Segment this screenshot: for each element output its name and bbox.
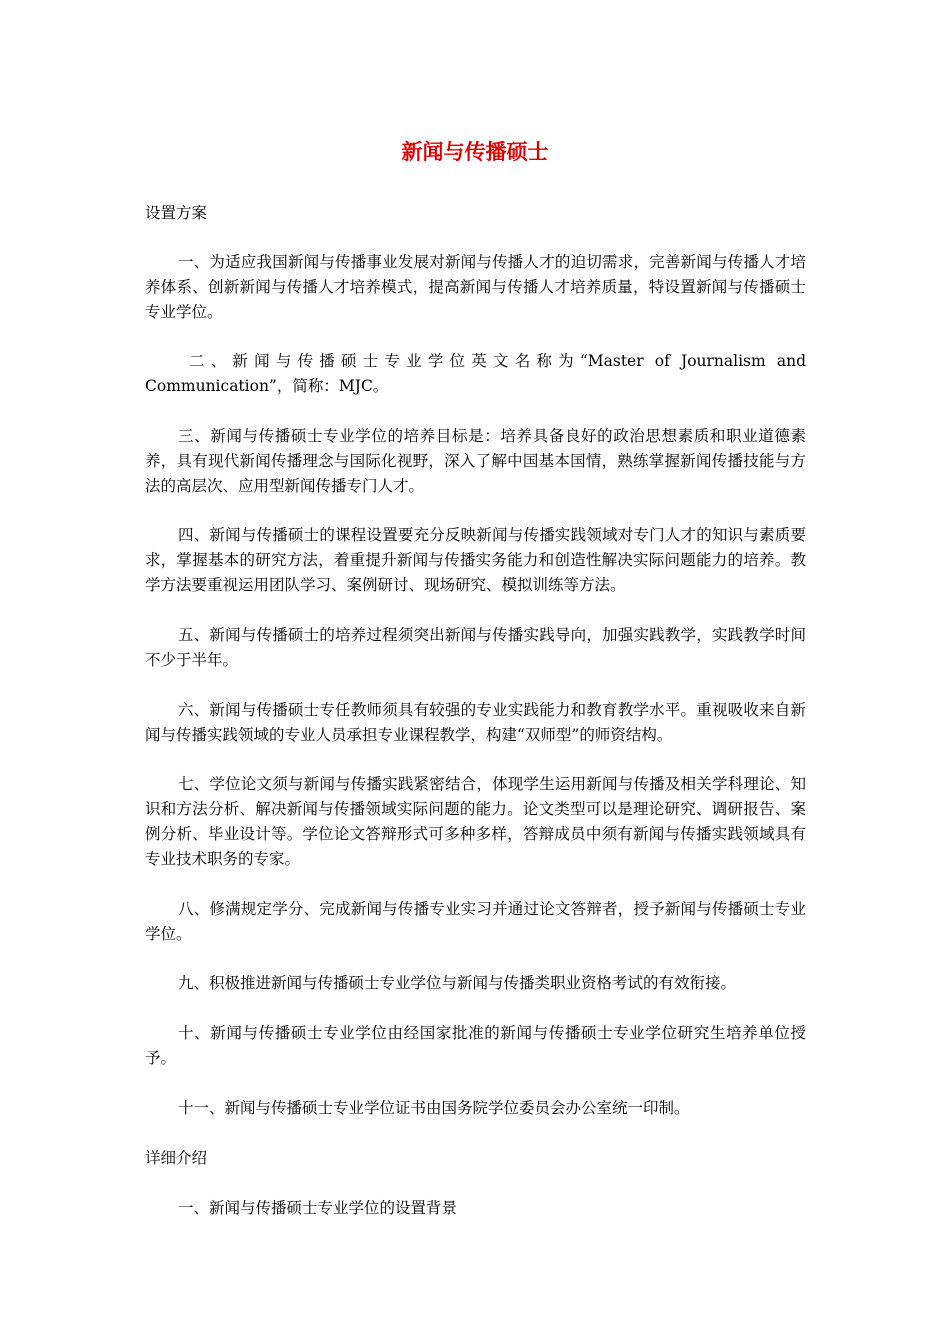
paragraph-6: 六、新闻与传播硕士专任教师须具有较强的专业实践能力和教育教学水平。重视吸收来自新闻与传播实践领域的专业人员承担专业课程教学，构建“双师型”的师资结构。 bbox=[145, 701, 806, 744]
paragraph-details-1: 一、新闻与传播硕士专业学位的设置背景 bbox=[178, 1199, 458, 1217]
document-title: 新闻与传播硕士 bbox=[401, 139, 549, 164]
paragraph-5: 五、新闻与传播硕士的培养过程须突出新闻与传播实践导向，加强实践教学，实践教学时间不少于半年。 bbox=[145, 626, 806, 669]
section-heading-details: 详细介绍 bbox=[145, 1149, 208, 1167]
paragraph-2: 二、新闻与传播硕士专业学位英文名称为“Master of Journalism and Communication”，简称：MJC。 bbox=[145, 352, 806, 395]
paragraph-9: 九、积极推进新闻与传播硕士专业学位与新闻与传播类职业资格考试的有效衔接。 bbox=[178, 974, 737, 992]
section-heading-setup: 设置方案 bbox=[145, 204, 208, 222]
paragraph-8: 八、修满规定学分、完成新闻与传播专业实习并通过论文答辩者，授予新闻与传播硕士专业学位。 bbox=[145, 900, 806, 943]
paragraph-1: 一、为适应我国新闻与传播事业发展对新闻与传播人才的迫切需求，完善新闻与传播人才培养体系、创新新闻与传播人才培养模式，提高新闻与传播人才培养质量，特设置新闻与传播硕士专业学位。 bbox=[145, 253, 806, 321]
paragraph-4: 四、新闻与传播硕士的课程设置要充分反映新闻与传播实践领域对专门人才的知识与素质要求，掌握基本的研究方法，着重提升新闻与传播实务能力和创造性解决实际问题能力的培养。教学方法要重视运用团队学习、案例研讨、现场研究、模拟训练等方法。 bbox=[145, 526, 806, 594]
paragraph-11: 十一、新闻与传播硕士专业学位证书由国务院学位委员会办公室统一印制。 bbox=[178, 1099, 690, 1117]
paragraph-7: 七、学位论文须与新闻与传播实践紧密结合，体现学生运用新闻与传播及相关学科理论、知识和方法分析、解决新闻与传播领域实际问题的能力。论文类型可以是理论研究、调研报告、案例分析、毕业设计等。学位论文答辩形式可多种多样，答辩成员中须有新闻与传播实践领域具有专业技术职务的专家。 bbox=[145, 775, 806, 868]
paragraph-3: 三、新闻与传播硕士专业学位的培养目标是：培养具备良好的政治思想素质和职业道德素养，具有现代新闻传播理念与国际化视野，深入了解中国基本国情，熟练掌握新闻传播技能与方法的高层次、应用型新闻传播专门人才。 bbox=[145, 427, 806, 495]
paragraph-10: 十、新闻与传播硕士专业学位由经国家批准的新闻与传播硕士专业学位研究生培养单位授予。 bbox=[145, 1024, 806, 1067]
